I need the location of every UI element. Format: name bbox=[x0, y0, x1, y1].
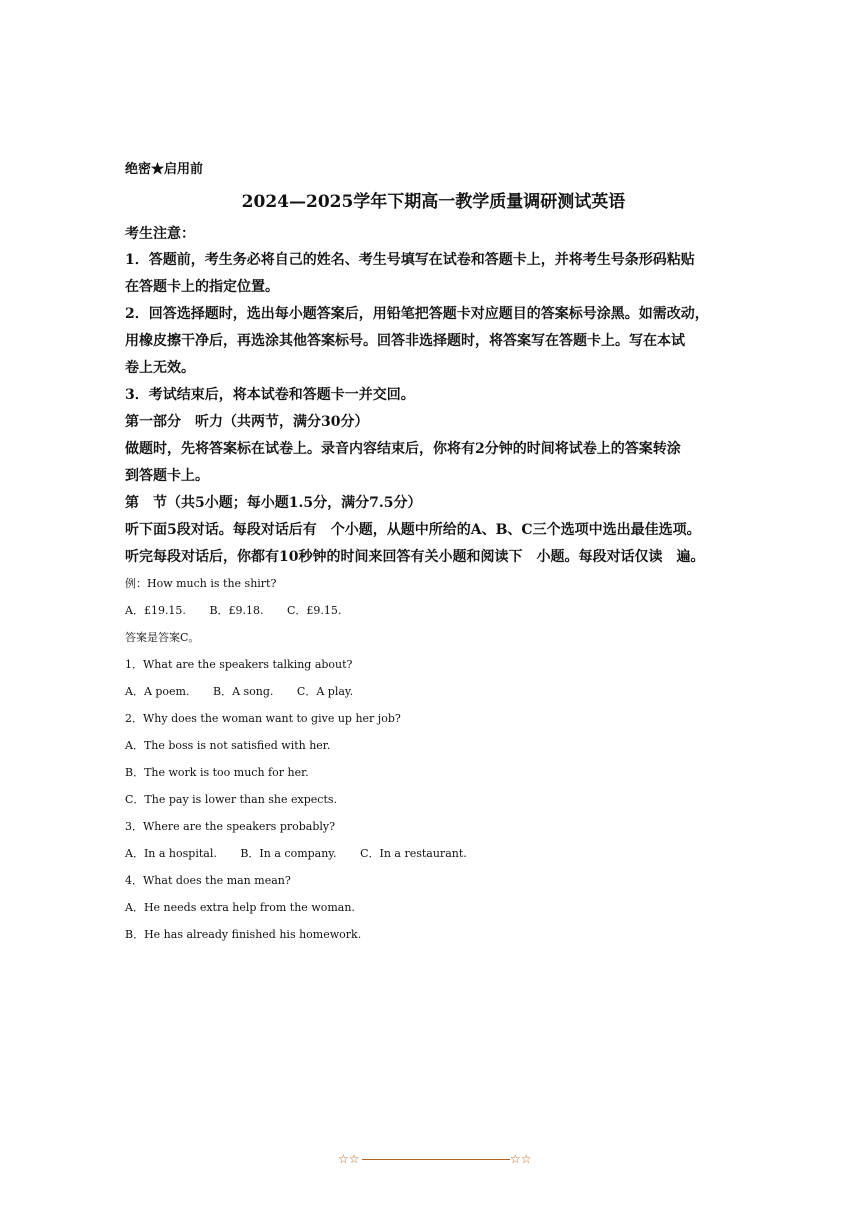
notice-heading: 考生注意： bbox=[125, 226, 195, 242]
notice-line: 在答题卡上的指定位置。 bbox=[125, 279, 279, 295]
notice-line: 2．回答选择题时，选出每小题答案后，用铅笔把答题卡对应题目的答案标号涂黑。如需改动， bbox=[125, 306, 709, 322]
example-options bbox=[125, 602, 361, 618]
example-answer: 答案是答案C。 bbox=[125, 631, 200, 644]
part1-heading: 第一部分 听力（共两节，满分30分） bbox=[125, 414, 369, 430]
star-icon: ☆☆ bbox=[338, 1152, 360, 1166]
question-options bbox=[125, 683, 373, 699]
confidential-label: 绝密★启用前 bbox=[125, 162, 204, 177]
notice-line: 3．考试结束后，将本试卷和答题卡一并交回。 bbox=[125, 387, 415, 403]
star-icon: ☆☆ bbox=[510, 1152, 532, 1166]
section1-instruction: 听完每段对话后，你都有10秒钟的时间来回答有关小题和阅读下 小题。每段对话仅读 遍。 bbox=[125, 549, 705, 565]
question: 3．Where are the speakers probably? bbox=[125, 820, 336, 833]
exam-title: 2024—2025学年下期高一教学质量调研测试英语 bbox=[241, 192, 626, 212]
footer-divider bbox=[362, 1159, 510, 1160]
option: C．A play. bbox=[296, 685, 354, 698]
option: A．A poem. bbox=[125, 685, 190, 698]
question: 1．What are the speakers talking about? bbox=[125, 658, 353, 671]
option: B．A song. bbox=[213, 685, 274, 698]
part1-instruction: 到答题卡上。 bbox=[125, 468, 209, 484]
example-question: 例：How much is the shirt? bbox=[125, 577, 277, 590]
notice-line: 用橡皮擦干净后，再选涂其他答案标号。回答非选择题时，将答案写在答题卡上。写在本试 bbox=[125, 333, 685, 349]
page-footer-ornament bbox=[338, 1150, 538, 1168]
option: A．In a hospital. bbox=[125, 847, 217, 860]
question-options bbox=[125, 845, 487, 861]
section1-instruction: 听下面5段对话。每段对话后有 个小题，从题中所给的A、B、C三个选项中选出最佳选项。 bbox=[125, 522, 701, 538]
option: C．The pay is lower than she expects. bbox=[125, 793, 338, 806]
option: B．He has already finished his homework. bbox=[125, 928, 362, 941]
option: B．In a company. bbox=[240, 847, 337, 860]
option: B．£9.18. bbox=[209, 604, 264, 617]
option: B．The work is too much for her. bbox=[125, 766, 309, 779]
notice-line: 卷上无效。 bbox=[125, 360, 195, 376]
question: 4．What does the man mean? bbox=[125, 874, 291, 887]
notice-line: 1．答题前，考生务必将自己的姓名、考生号填写在试卷和答题卡上，并将考生号条形码粘贴 bbox=[125, 252, 695, 268]
question: 2．Why does the woman want to give up her job? bbox=[125, 712, 401, 725]
option: C．£9.15. bbox=[287, 604, 342, 617]
option: A．He needs extra help from the woman. bbox=[125, 901, 355, 914]
option: A．£19.15. bbox=[125, 604, 186, 617]
section1-heading: 第 节（共5小题；每小题1.5分，满分7.5分） bbox=[125, 495, 422, 511]
option: C．In a restaurant. bbox=[360, 847, 467, 860]
option: A．The boss is not satisfied with her. bbox=[125, 739, 331, 752]
part1-instruction: 做题时，先将答案标在试卷上。录音内容结束后，你将有2分钟的时间将试卷上的答案转涂 bbox=[125, 441, 681, 457]
